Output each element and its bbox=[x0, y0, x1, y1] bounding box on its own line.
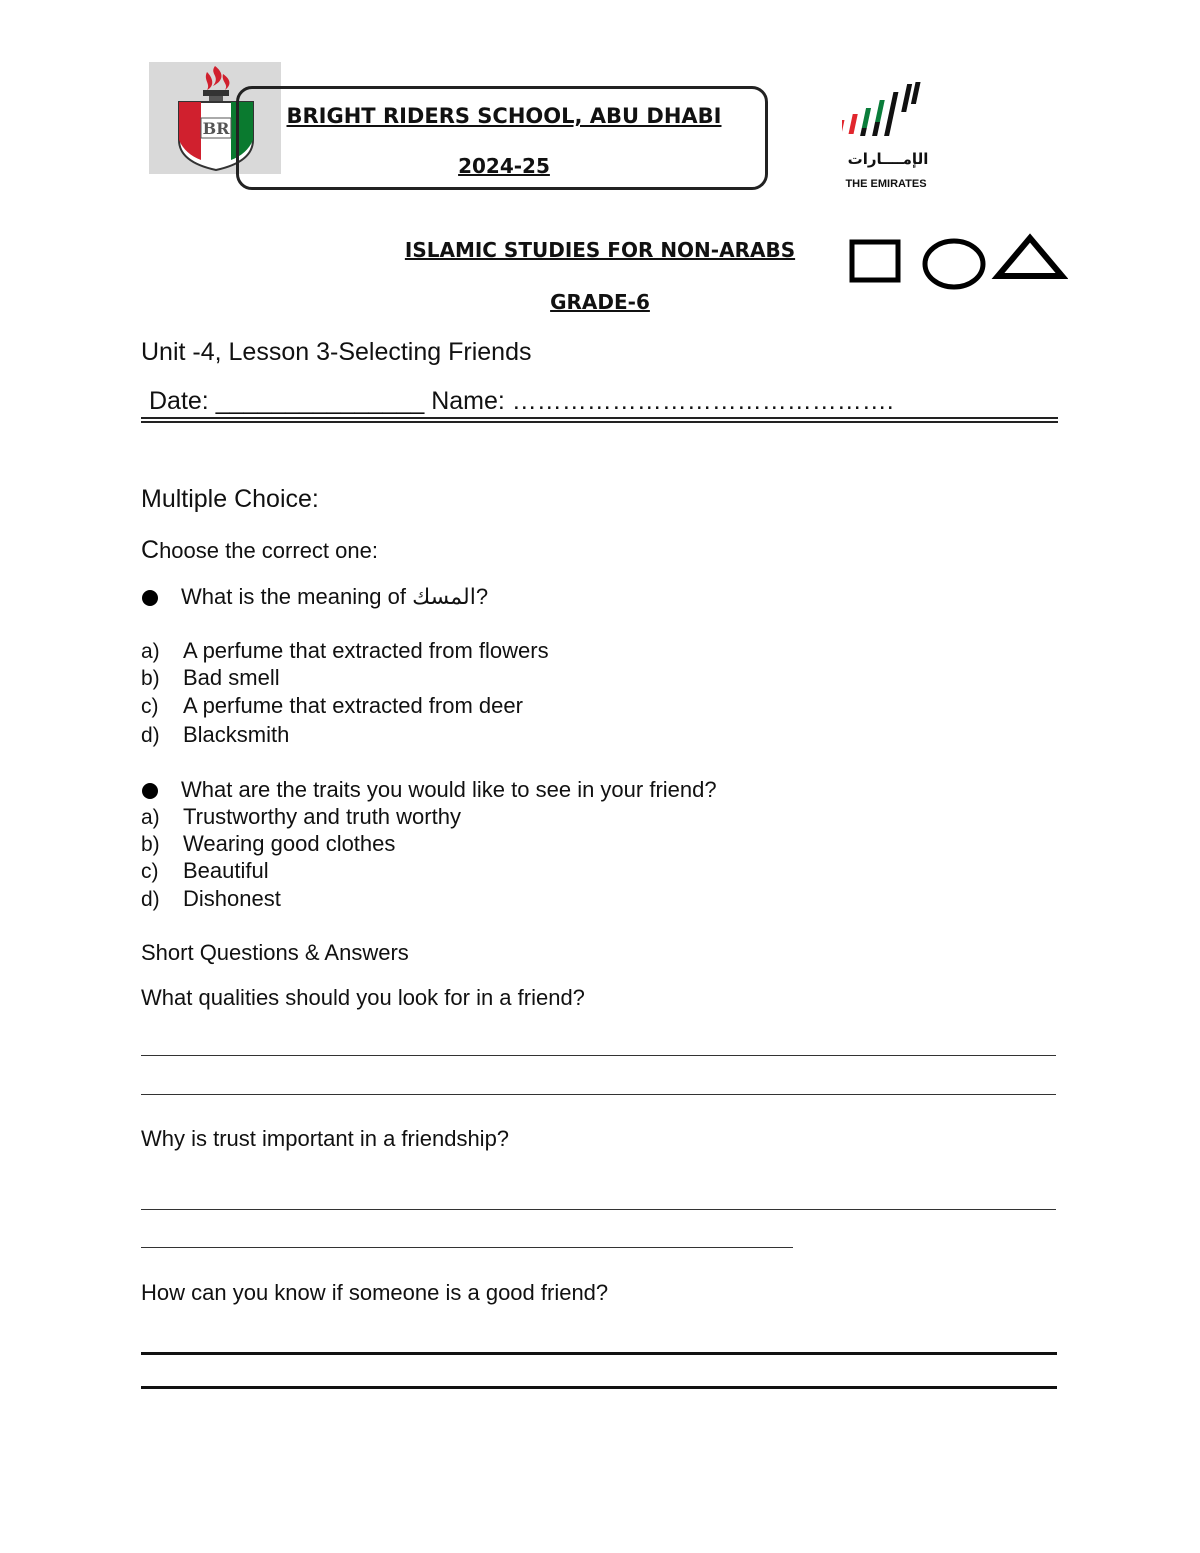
option-letter: d) bbox=[141, 724, 160, 747]
answer-line bbox=[141, 1352, 1057, 1355]
answer-line bbox=[141, 1247, 793, 1248]
option-text: A perfume that extracted from flowers bbox=[183, 638, 549, 663]
triangle-icon bbox=[998, 238, 1062, 276]
emirates-arabic-text: الإمــــارات bbox=[847, 151, 929, 168]
option-text: A perfume that extracted from deer bbox=[183, 693, 523, 718]
date-name-line: Date: _______________ Name: ………………………………………. bbox=[149, 387, 894, 415]
option-letter: b) bbox=[141, 833, 160, 856]
divider bbox=[141, 421, 1058, 423]
square-icon bbox=[852, 242, 898, 280]
instruction-text bbox=[141, 536, 378, 565]
short-question-1: What qualities should you look for in a friend? bbox=[141, 985, 585, 1010]
answer-line bbox=[141, 1055, 1056, 1056]
short-answers-title: Short Questions & Answers bbox=[141, 940, 409, 965]
answer-line bbox=[141, 1094, 1056, 1095]
option-text: Beautiful bbox=[183, 858, 269, 883]
option-letter: c) bbox=[141, 860, 159, 883]
school-name: BRIGHT RIDERS SCHOOL, ABU DHABI bbox=[286, 104, 722, 128]
option-letter: b) bbox=[141, 667, 160, 690]
option-letter: a) bbox=[141, 640, 160, 663]
subject-title: ISLAMIC STUDIES FOR NON-ARABS bbox=[404, 238, 796, 262]
unit-title: Unit -4, Lesson 3-Selecting Friends bbox=[141, 338, 532, 366]
shapes-group bbox=[848, 232, 1068, 292]
divider bbox=[141, 417, 1058, 419]
instruction-first-letter: C bbox=[141, 536, 160, 564]
svg-text:BR: BR bbox=[202, 119, 230, 138]
option-letter: a) bbox=[141, 806, 160, 829]
emirates-logo bbox=[842, 80, 932, 150]
circle-icon bbox=[925, 241, 983, 287]
emirates-english-text: THE EMIRATES bbox=[845, 178, 927, 190]
school-year: 2024-25 bbox=[458, 154, 550, 178]
option-letter: c) bbox=[141, 695, 159, 718]
instruction-rest: hoose the correct one: bbox=[159, 538, 378, 563]
short-question-2: Why is trust important in a friendship? bbox=[141, 1126, 510, 1151]
answer-line bbox=[141, 1209, 1056, 1210]
option-text: Bad smell bbox=[183, 665, 280, 690]
bullet-icon bbox=[142, 590, 158, 606]
bullet-icon bbox=[142, 783, 158, 799]
option-text: Blacksmith bbox=[183, 722, 290, 747]
multiple-choice-title: Multiple Choice: bbox=[141, 485, 319, 513]
emirates-flag-icon bbox=[842, 80, 932, 150]
grade-title: GRADE-6 bbox=[550, 290, 650, 314]
option-letter: d) bbox=[141, 888, 160, 911]
answer-line bbox=[141, 1386, 1057, 1389]
option-text: Dishonest bbox=[183, 886, 281, 911]
question-1: What is the meaning of المسك? bbox=[181, 584, 489, 609]
question-2: What are the traits you would like to see in your friend? bbox=[181, 777, 717, 802]
short-question-3: How can you know if someone is a good friend? bbox=[141, 1280, 609, 1305]
option-text: Wearing good clothes bbox=[183, 831, 396, 856]
option-text: Trustworthy and truth worthy bbox=[183, 804, 461, 829]
